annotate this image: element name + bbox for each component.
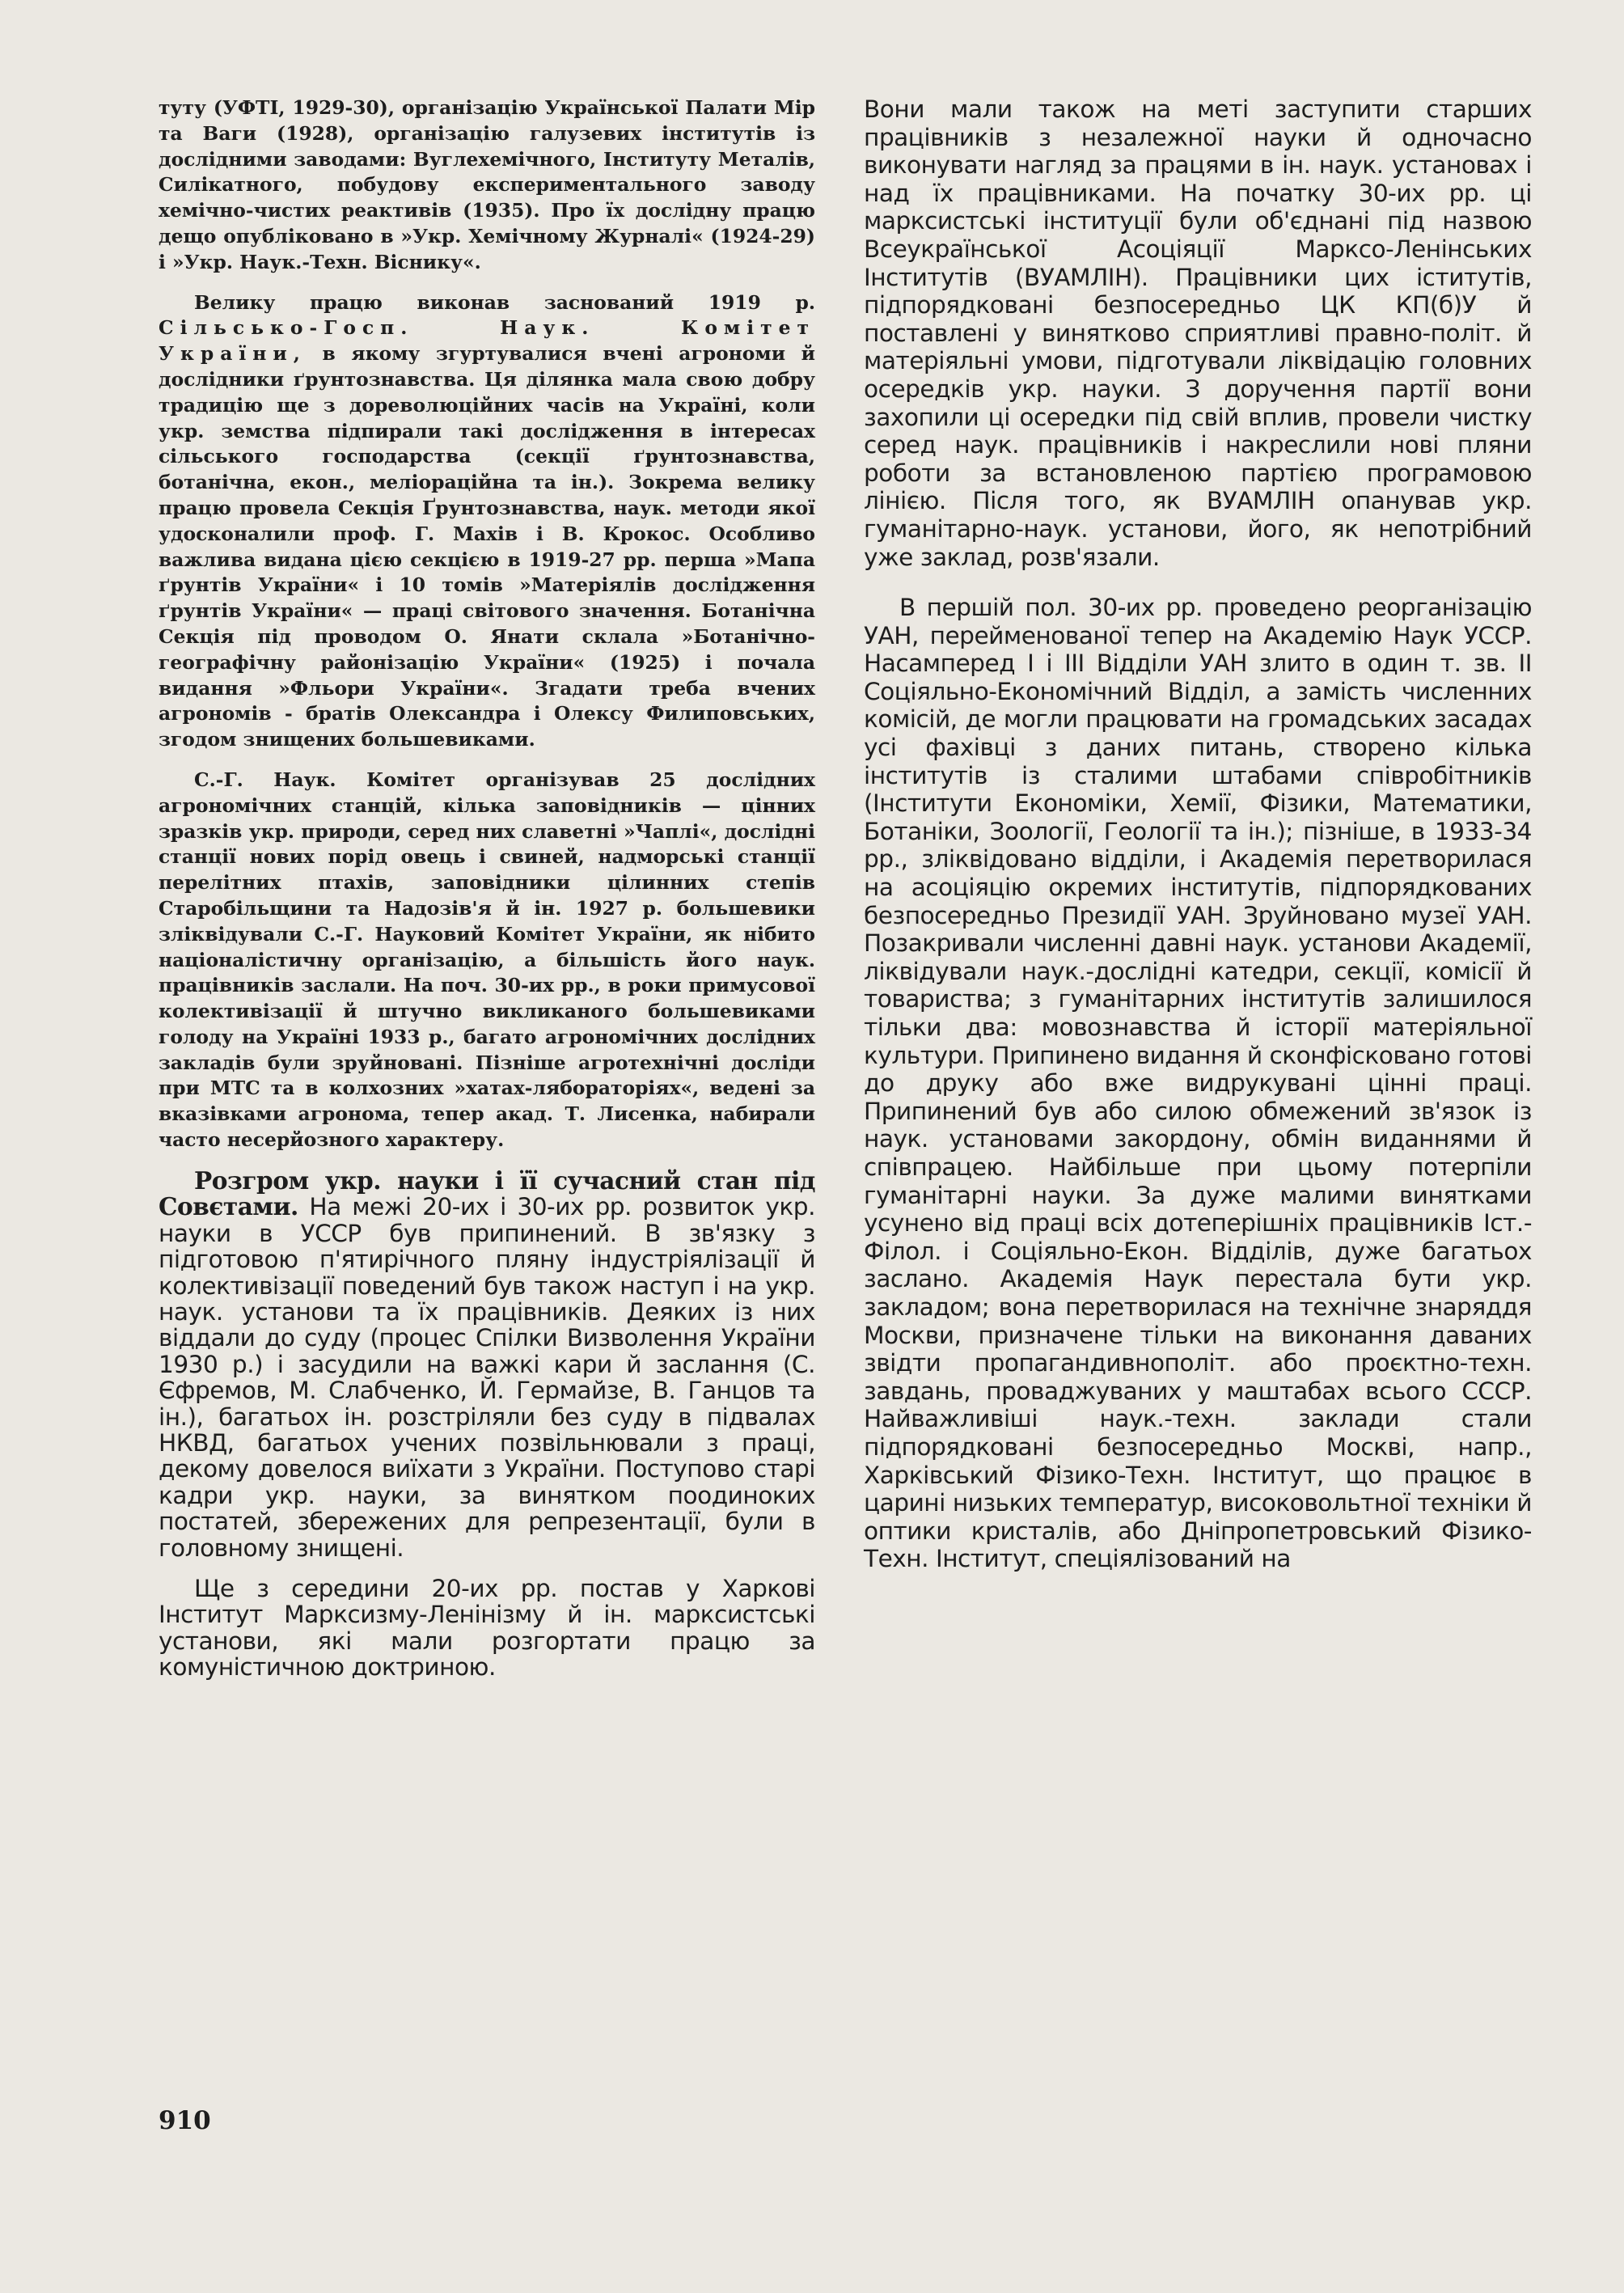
paragraph-rest: в якому згуртувалися вчені агрономи й дослідники ґрунтознавства. Ця ділянка мала свою добру традицію ще з дореволюційних часів на Україні, коли укр. земства підпирали такі дослідження в інтересах сільського господарства (секції ґрунтознавства, ботанічна, екон., меліораційна та ін.). Зокрема велику працю провела Секція Ґрунтознавства, наук. методи якої удосконалили проф. Г. Махів і В. Крокос. Особливо важлива видана цією секцією в 1919-27 рр. перша »Мапа ґрунтів України« і 10 томів »Матеріялів дослідження ґрунтів України« — праці світового значення. Ботанічна Секція під проводом О. Янати склала »Ботанічно-географічну районізацію України« (1925) і почала видання »Фльори України«. Згадати треба вчених агрономів - братів Олександра і Олексу Филиповських, згодом знищених большевиками.	[159, 342, 815, 751]
paragraph	[159, 290, 815, 753]
section-heading: Розгром укр. науки і її сучасний стан під Совєтами.	[159, 1166, 815, 1221]
paragraph	[159, 1168, 815, 1561]
committee-name: Сільсько-Госп. Наук. Комітет України,	[159, 316, 815, 366]
paragraph-lead: Велику працю виконав заснований 1919 р.	[194, 290, 815, 314]
left-column	[159, 95, 815, 1695]
paragraph: С.-Г. Наук. Комітет організував 25 дослідних агрономічних станцій, кілька заповідників — цінних зразків укр. природи, серед них славетні »Чаплі«, дослідні станції нових порід овець і свиней, надморські станції перелітних птахів, заповідники цілинних степів Старобільщини та Надозів'я й ін. 1927 р. большевики зліквідували С.-Г. Науковий Комітет України, як нібито націоналістичну організацію, а більшість його наук. працівників заслали. На поч. 30-их рр., в роки примусової колективізації й штучно викликаного большевиками голоду на Україні 1933 р., багато агрономічних дослідних закладів були зруйновані. Пізніше агротехнічні досліди при МТС та в колхозних »хатах-лябораторіях«, ведені за вказівками агронома, тепер акад. Т. Лисенка, набирали часто несерйозного характеру.	[159, 768, 815, 1152]
paragraph-body: На межі 20-их і 30-их рр. розвиток укр. науки в УССР був припинений. В зв'язку з підготовою п'ятирічного пляну індустріялізації й колективізації поведений був також наступ і на укр. наук. установи та їх працівників. Деяких із них віддали до суду (процес Спілки Визволення України 1930 р.) і засудили на важкі кари й заслання (С. Єфремов, М. Слабченко, Й. Гермайзе, В. Ганцов та ін.), багатьох ін. розстріляли без суду в підвалах НКВД, багатьох учених позвільнювали з праці, декому довелося виїхати з України. Поступово старі кадри укр. науки, за винятком поодиноких постатей, збережених для репрезентації, були в головному знищені.	[159, 1193, 815, 1562]
right-column	[864, 95, 1532, 1596]
paragraph: Вони мали також на меті заступити старших працівників з незалежної науки й одночасно виконувати нагляд за працями в ін. наук. установах і над їх працівниками. На початку 30-их рр. ці марксистські інституції були об'єднані під назвою Всеукраїнської Асоціяції Марксо-Ленінських Інститутів (ВУАМЛІН). Працівники цих іститутів, підпорядковані безпосередньо ЦК КП(б)У й поставлені у винятково сприятливі правно-політ. й матеріяльні умови, підготували ліквідацію головних осередків укр. науки. З доручення партії вони захопили ці осередки під свій вплив, провели чистку серед наук. працівників і накреслили нові пляни роботи за встановленою партією програмовою лінією. Після того, як ВУАМЛІН опанував укр. гуманітарно-наук. установи, його, як непотрібний уже заклад, розв'язали.	[864, 95, 1532, 571]
paragraph: Ще з середини 20-их рр. постав у Харкові Інститут Марксизму-Ленінізму й ін. марксистські установи, які мали розгортати працю за комуністичною доктриною.	[159, 1574, 815, 1682]
paragraph: В першій пол. 30-их рр. проведено реорганізацію УАН, перейменованої тепер на Академію Наук УССР. Насамперед I і III Відділи УАН злито в один т. зв. II Соціяльно-Економічний Відділ, а замість численних комісій, де могли працювати на громадських засадах усі фахівці з даних питань, створено кілька інститутів із сталими штабами співробітників (Інститути Економіки, Хемії, Фізики, Математики, Ботаніки, Зоології, Геології та ін.); пізніше, в 1933-34 рр., зліквідовано відділи, і Академія перетворилася на асоціяцію окремих інститутів, підпорядкованих безпосередньо Президії УАН. Зруйновано музеї УАН. Позакривали численні давні наук. установи Академії, ліквідували наук.-дослідні катедри, секції, комісії й товариства; з гуманітарних інститутів залишилося тільки два: мовознавства й історії матеріяльної культури. Припинено видання й сконфісковано готові до друку або вже видрукувані цінні праці. Припинений був або силою обмежений зв'язок із наук. установами закордону, обмін виданнями й співпрацею. Найбільше при цьому потерпіли гуманітарні науки. За дуже малими винятками усунено від праці всіх дотеперішніх працівників Іст.-Філол. і Соціяльно-Екон. Відділів, дуже багатьох заслано. Академія Наук перестала бути укр. закладом; вона перетворилася на технічне знаряддя Москви, призначене тільки на виконання даваних звідти пропагандивнополіт. або проєктно-техн. завдань, проваджуваних у маштабах всього СССР. Найважливіші наук.-техн. заклади стали підпорядковані безпосередньо Москві, напр., Харківський Фізико-Техн. Інститут, що працює в царині низьких температур, високовольтної техніки й оптики кристалів, або Дніпропетровський Фізико-Техн. Інститут, спеціялізований на	[864, 594, 1532, 1573]
page-number: 910	[159, 2106, 211, 2135]
paragraph: туту (УФТІ, 1929-30), організацію Української Палати Мір та Ваги (1928), організацію галузевих інститутів із дослідними заводами: Вуглехемічного, Інституту Металів, Силікатного, побудову експериментального заводу хемічно-чистих реактивів (1935). Про їх дослідну працю дещо опубліковано в »Укр. Хемічному Журналі« (1924-29) і »Укр. Наук.-Техн. Віснику«.	[159, 96, 815, 273]
